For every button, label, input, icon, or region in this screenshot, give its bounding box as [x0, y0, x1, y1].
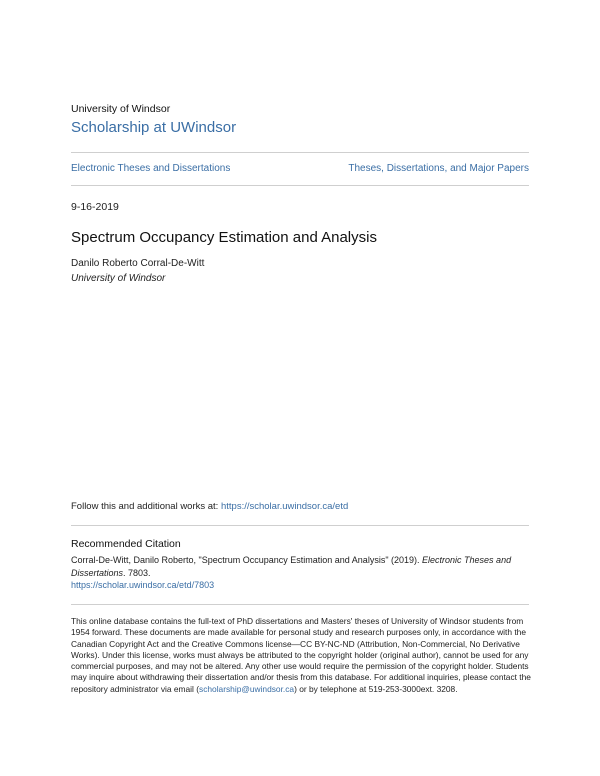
author-affiliation: University of Windsor	[71, 273, 166, 284]
collection-link-theses[interactable]: Theses, Dissertations, and Major Papers	[348, 163, 529, 174]
recommended-citation-heading: Recommended Citation	[71, 538, 181, 550]
divider	[71, 185, 529, 186]
rights-statement	[71, 616, 531, 695]
citation-text-pre: Corral-De-Witt, Danilo Roberto, "Spectrum Occupancy Estimation and Analysis" (2019).	[71, 555, 423, 565]
divider	[71, 525, 529, 526]
follow-text: Follow this and additional works at:	[71, 501, 221, 512]
citation-url[interactable]: https://scholar.uwindsor.ca/etd/7803	[71, 580, 215, 590]
citation-text	[71, 554, 531, 580]
collection-link-etd[interactable]: Electronic Theses and Dissertations	[71, 163, 231, 174]
contact-email-link[interactable]: scholarship@uwindsor.ca	[199, 683, 295, 694]
rights-text: This online database contains the full-text of PhD dissertations and Masters' theses of University of Windsor students from 1954 forward. These documents are made available for personal study and research purposes only, in accordance with the Canadian Copyright Act and the Creative Commons license—CC BY-NC-ND (Attribution, Non-Commercial, No Derivative Works). Under this license, works must always be attributed to the copyright holder (original author), cannot be used for any commercial purposes, and may not be altered. Any other use would require the permission of the copyright holder. Students may inquire about withdrawing their dissertation and/or thesis from this database. For additional inquiries, please contact the repository administrator via email (	[71, 616, 531, 694]
repository-link[interactable]: Scholarship at UWindsor	[71, 119, 237, 136]
publication-date: 9-16-2019	[71, 201, 119, 213]
citation-number: . 7803.	[123, 568, 151, 578]
rights-text-end: ) or by telephone at 519-253-3000ext. 3208.	[294, 683, 458, 694]
document-title: Spectrum Occupancy Estimation and Analysis	[71, 229, 377, 246]
author-name: Danilo Roberto Corral-De-Witt	[71, 258, 205, 269]
divider	[71, 604, 529, 605]
follow-line	[71, 501, 348, 512]
follow-link[interactable]: https://scholar.uwindsor.ca/etd	[220, 501, 349, 512]
citation-series: Electronic Theses and Dissertations	[71, 555, 512, 578]
institution-name: University of Windsor	[71, 103, 171, 115]
divider	[71, 152, 529, 153]
